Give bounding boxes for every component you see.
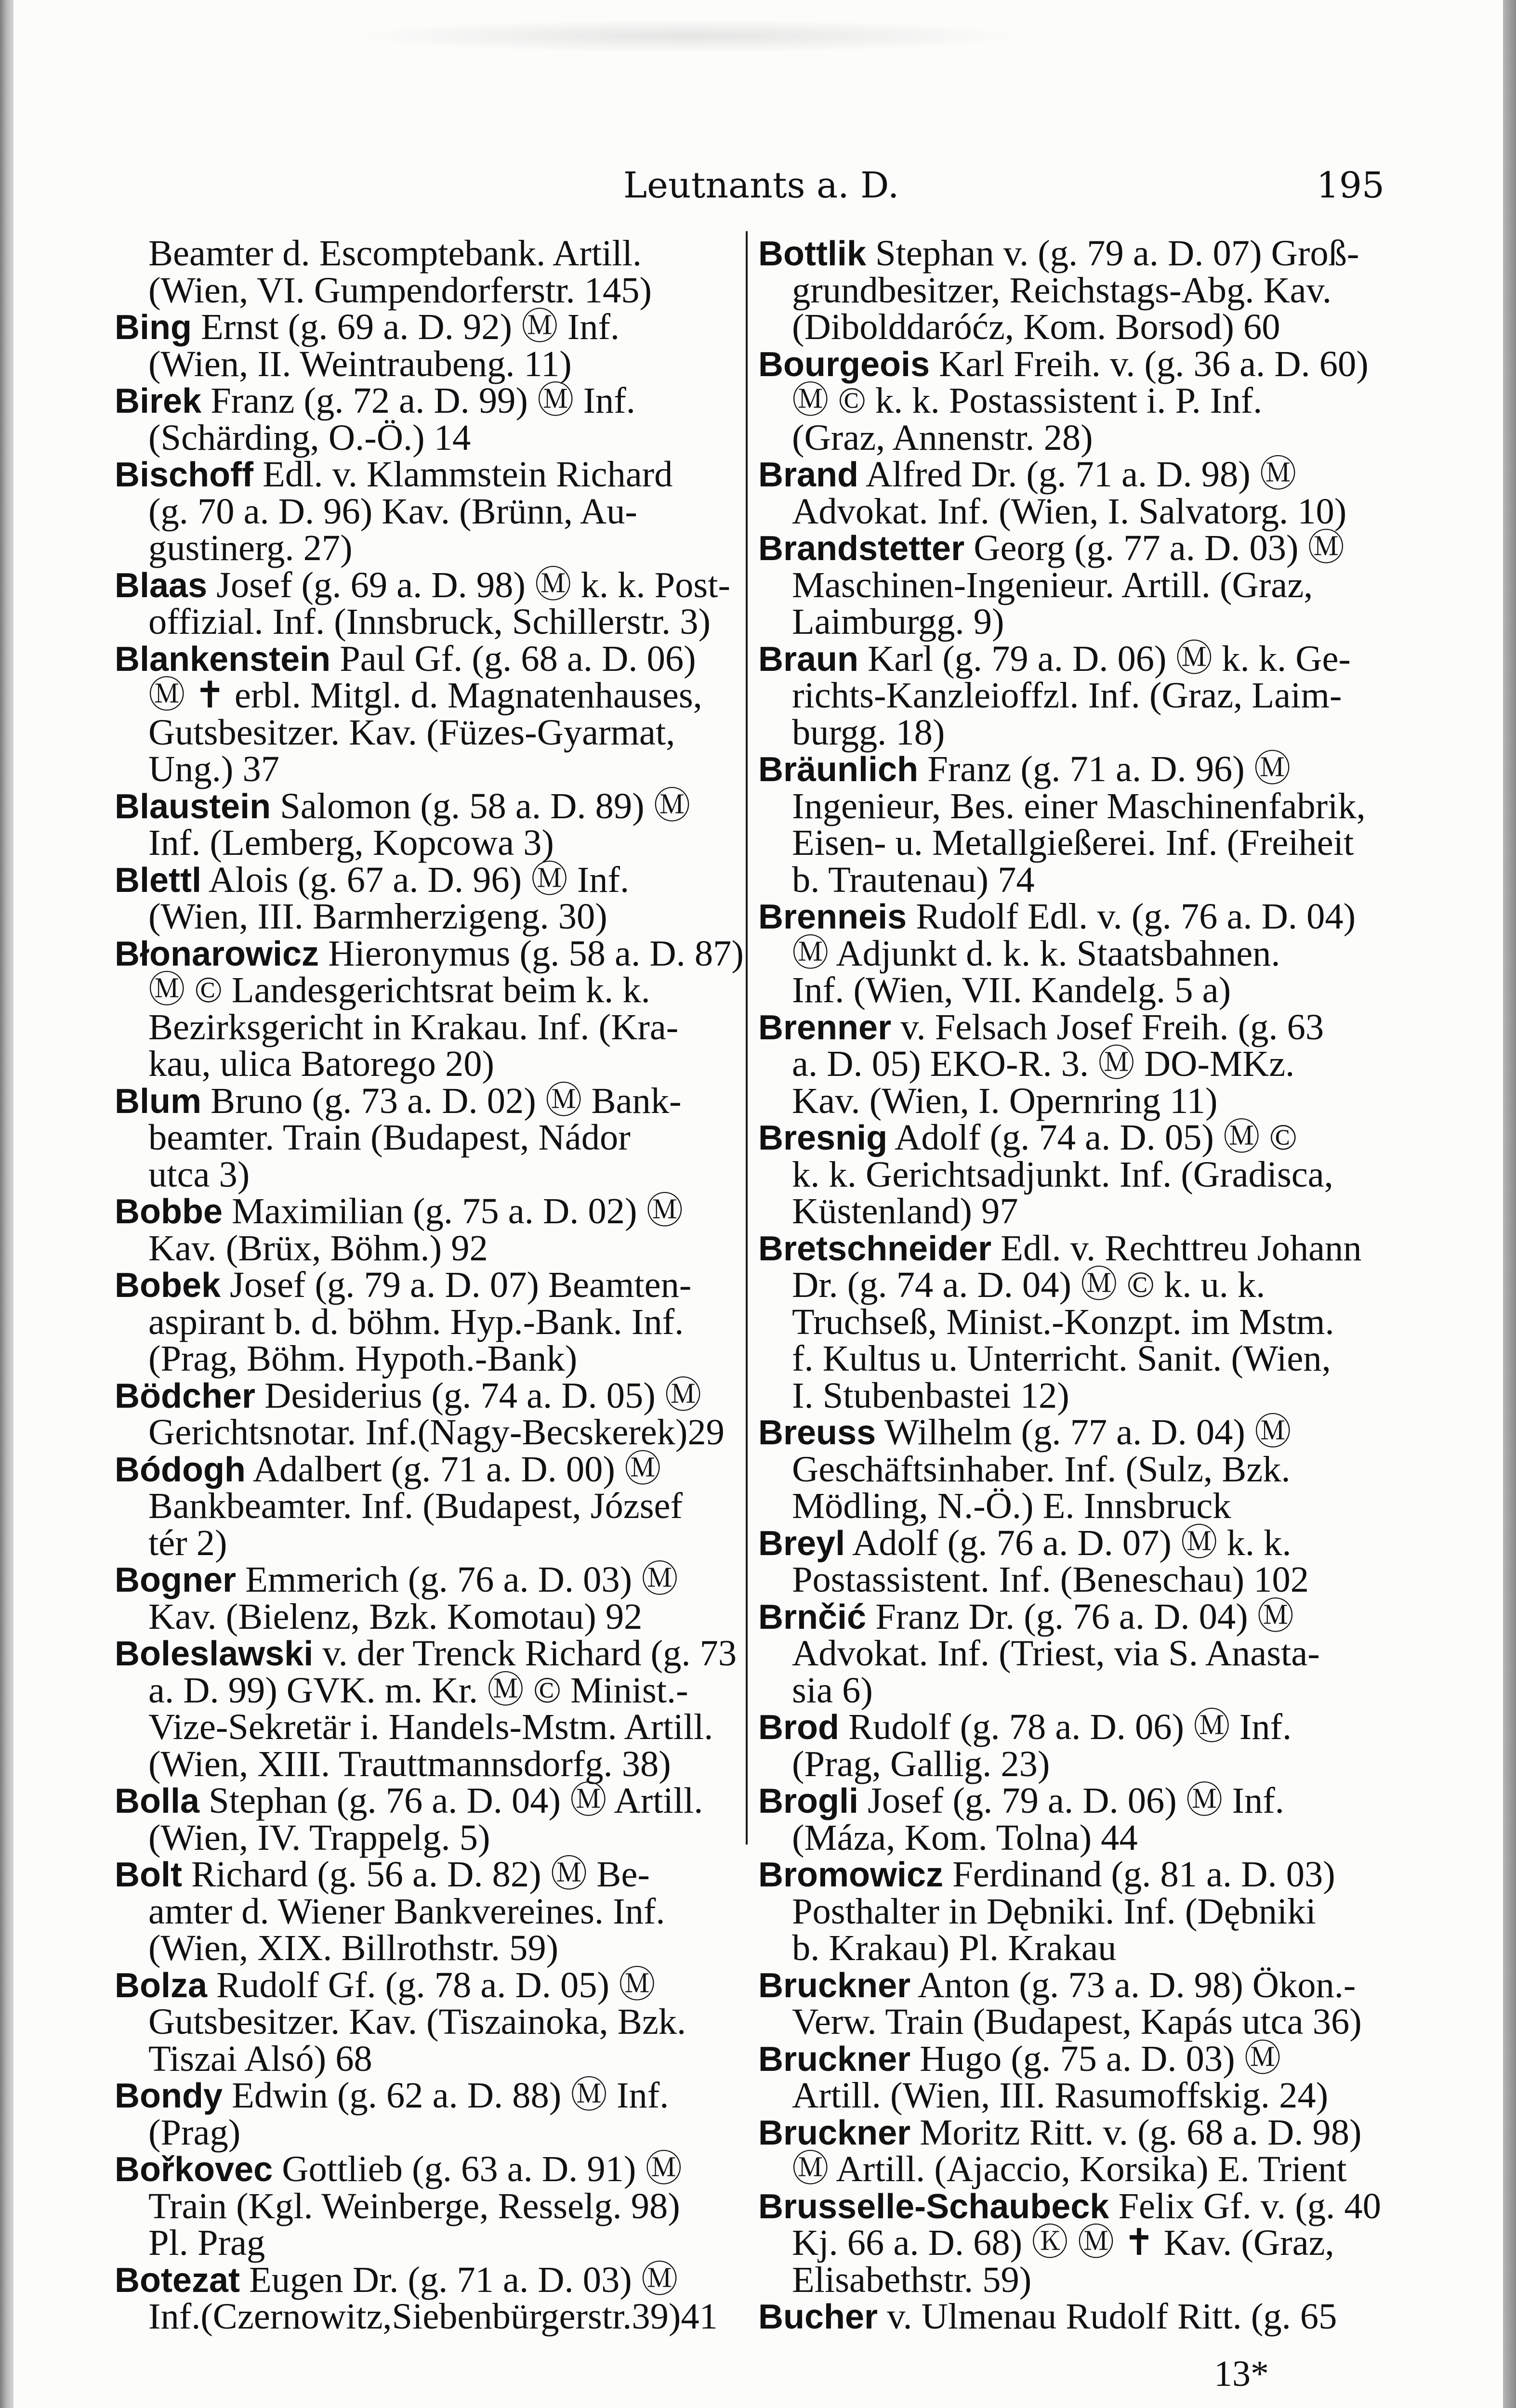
entry-text: v. Felsach Josef Freih. (g. 63	[891, 1006, 1324, 1047]
entry-line	[115, 2222, 737, 2263]
entry-text: (Prag, Gallig. 23)	[792, 1743, 1050, 1784]
entry-surname: Blankenstein	[115, 640, 331, 679]
entry-line	[758, 1301, 1381, 1342]
entry-text: Dr. (g. 74 a. D. 04) Ⓜ © k. u. k.	[792, 1264, 1266, 1305]
entry-surname: Blum	[115, 1082, 201, 1121]
entry-line	[115, 2003, 737, 2041]
entry-text: Gerichtsnotar. Inf.(Nagy-Becskerek)29	[148, 1412, 725, 1453]
entry-text: Postassistent. Inf. (Beneschau) 102	[792, 1559, 1309, 1600]
entry-line	[115, 1301, 737, 1342]
entry-line	[115, 1819, 737, 1857]
entry-line	[758, 1193, 1381, 1230]
entry-line	[758, 343, 1381, 384]
entry-text: Ⓜ Adjunkt d. k. k. Staatsbahnen.	[792, 932, 1280, 974]
entry-text: v. der Trenck Richard (g. 73	[313, 1633, 737, 1674]
entry-text: sia 6)	[792, 1669, 873, 1711]
entry-line	[115, 1043, 737, 1084]
entry-line	[758, 2077, 1381, 2114]
entry-text: Verw. Train (Budapest, Kapás utca 36)	[792, 2001, 1362, 2042]
entry-line	[115, 1598, 737, 1636]
entry-surname: Bretschneider	[758, 1229, 992, 1268]
entry-text: Kav. (Bielenz, Bzk. Komotau) 92	[148, 1596, 643, 1637]
entry-text: Mödling, N.-Ö.) E. Innsbruck	[792, 1485, 1231, 1526]
entry-text: Richard (g. 56 a. D. 82) Ⓜ Be-	[182, 1854, 650, 1895]
entry-text: Kav. (Brüx, Böhm.) 92	[148, 1227, 488, 1269]
entry-text: (Wien, XIII. Trauttmannsdorfg. 38)	[148, 1743, 671, 1784]
entry-line	[115, 527, 737, 568]
entry-text: Alfred Dr. (g. 71 a. D. 98) Ⓜ	[858, 454, 1297, 495]
entry-surname: Brusselle-Schaubeck	[758, 2187, 1109, 2226]
entry-surname: Bromowicz	[758, 1856, 944, 1894]
entry-text: Geschäftsinhaber. Inf. (Sulz, Bzk.	[792, 1448, 1291, 1490]
entry-text: Hieronymus (g. 58 a. D. 87)	[319, 932, 744, 974]
entry-text: b. Krakau) Pl. Krakau	[792, 1927, 1117, 1968]
entry-text: Ⓜ Artill. (Ajaccio, Korsika) E. Trient	[792, 2148, 1347, 2189]
entry-text: I. Stubenbastei 12)	[792, 1374, 1069, 1416]
entry-text: Elisabethstr. 59)	[792, 2259, 1032, 2300]
entry-text: grundbesitzer, Reichstags-Abg. Kav.	[792, 269, 1332, 311]
entry-line	[115, 2111, 737, 2153]
entry-line	[758, 2259, 1381, 2300]
entry-text: Advokat. Inf. (Wien, I. Salvatorg. 10)	[792, 490, 1347, 532]
entry-line	[115, 1340, 737, 1377]
entry-text: Franz Dr. (g. 76 a. D. 04) Ⓜ	[866, 1596, 1294, 1637]
entry-line	[115, 1635, 737, 1672]
entry-text: Ⓜ ✝ erbl. Mitgl. d. Magnatenhauses,	[148, 675, 702, 716]
entry-surname: Bräunlich	[758, 750, 919, 789]
entry-text: Truchseß, Minist.-Konzpt. im Mstm.	[792, 1301, 1334, 1342]
entry-surname: Blaas	[115, 566, 208, 605]
entry-text: (Dibolddaróćz, Kom. Borsod) 60	[792, 306, 1280, 347]
entry-surname: Bondy	[115, 2077, 223, 2115]
entry-line	[758, 269, 1381, 311]
entry-text: Ingenieur, Bes. einer Maschinenfabrik,	[792, 785, 1366, 826]
entry-surname: Breyl	[758, 1524, 845, 1563]
entry-text: Karl (g. 79 a. D. 06) Ⓜ k. k. Ge-	[858, 638, 1351, 679]
entry-line	[115, 898, 737, 935]
entry-surname: Bogner	[115, 1561, 236, 1599]
entry-line	[115, 2148, 737, 2189]
entry-line	[115, 1782, 737, 1819]
entry-text: (Wien, IV. Trappelg. 5)	[148, 1817, 490, 1858]
entry-line	[758, 419, 1381, 457]
entry-line	[115, 2185, 737, 2226]
entry-line	[115, 603, 737, 641]
entry-text: beamter. Train (Budapest, Nádor	[148, 1117, 631, 1158]
entry-text: (Máza, Kom. Tolna) 44	[792, 1817, 1138, 1858]
entry-line	[758, 969, 1381, 1010]
entry-line	[758, 2038, 1381, 2079]
entry-text: Josef (g. 79 a. D. 06) Ⓜ Inf.	[858, 1780, 1284, 1821]
entry-surname: Bottlik	[758, 235, 866, 273]
entry-text: f. Kultus u. Unterricht. Sanit. (Wien,	[792, 1338, 1331, 1379]
entry-text: Bankbeamter. Inf. (Budapest, József	[148, 1485, 683, 1526]
entry-text: Kav. (Wien, I. Opernring 11)	[792, 1080, 1218, 1121]
entry-text: Paul Gf. (g. 68 a. D. 06)	[330, 638, 696, 679]
entry-surname: Bucher	[758, 2298, 878, 2336]
entry-line	[758, 2298, 1381, 2335]
entry-line	[115, 343, 737, 384]
entry-text: Ung.) 37	[148, 748, 279, 789]
entry-line	[758, 603, 1381, 641]
entry-text: Gottlieb (g. 63 a. D. 91) Ⓜ	[273, 2148, 683, 2189]
entry-surname: Brenneis	[758, 898, 907, 936]
entry-text: Edl. v. Klammstein Richard	[253, 454, 673, 495]
entry-line	[115, 1706, 737, 1747]
entry-line	[115, 1153, 737, 1195]
entry-line	[758, 1119, 1381, 1156]
entry-text: Advokat. Inf. (Triest, via S. Anasta-	[792, 1633, 1320, 1674]
entry-text: v. Ulmenau Rudolf Ritt. (g. 65	[878, 2296, 1337, 2337]
entry-text: (Prag, Böhm. Hypoth.-Bank)	[148, 1338, 578, 1379]
entry-line	[115, 269, 737, 311]
entry-line	[115, 2298, 737, 2335]
entry-line	[758, 898, 1381, 935]
entry-text: (g. 70 a. D. 96) Kav. (Brünn, Au-	[148, 490, 637, 532]
entry-text: Josef (g. 69 a. D. 98) Ⓜ k. k. Post-	[207, 564, 730, 605]
entry-line	[115, 2077, 737, 2114]
entry-text: gustinerg. 27)	[148, 527, 353, 568]
entry-text: Train (Kgl. Weinberge, Resselg. 98)	[148, 2185, 680, 2226]
entry-line	[115, 969, 737, 1010]
entry-line	[115, 382, 737, 419]
entry-text: Ernst (g. 69 a. D. 92) Ⓜ Inf.	[191, 306, 620, 347]
entry-line	[758, 2003, 1381, 2041]
entry-line	[115, 1964, 737, 2005]
entry-line	[758, 1964, 1381, 2005]
entry-text: Maximilian (g. 75 a. D. 02) Ⓜ	[222, 1191, 684, 1231]
entry-line	[758, 1374, 1381, 1416]
column-divider	[746, 231, 748, 1845]
entry-surname: Bing	[115, 308, 192, 347]
entry-line	[115, 419, 737, 457]
entry-line	[758, 1598, 1381, 1636]
entry-surname: Brnčić	[758, 1597, 867, 1636]
entry-line	[758, 456, 1381, 493]
entry-line	[115, 638, 737, 679]
header-title: Leutnants a. D.	[623, 165, 899, 206]
entry-line	[115, 306, 737, 347]
entry-surname: Blaustein	[115, 787, 271, 826]
entry-text: Maschinen-Ingenieur. Artill. (Graz,	[792, 564, 1313, 605]
entry-surname: Bischoff	[115, 456, 253, 494]
entry-line	[115, 1414, 737, 1451]
page-number: 195	[1316, 165, 1384, 206]
entry-text: Karl Freih. v. (g. 36 a. D. 60)	[930, 343, 1369, 384]
entry-text: burgg. 18)	[792, 711, 945, 753]
signature-mark: 13*	[1214, 2354, 1269, 2394]
entry-line	[758, 564, 1381, 605]
entry-text: Stephan v. (g. 79 a. D. 07) Groß-	[866, 233, 1359, 274]
entry-text: Beamter d. Escomptebank. Artill.	[148, 233, 642, 274]
entry-text: Desiderius (g. 74 a. D. 05) Ⓜ	[255, 1374, 702, 1416]
entry-text: Ⓜ © Landesgerichtsrat beim k. k.	[148, 969, 650, 1010]
scan-smudge	[351, 19, 1025, 53]
entry-surname: Bödcher	[115, 1376, 256, 1415]
entry-line	[115, 785, 737, 826]
entry-line	[758, 638, 1381, 679]
entry-line	[758, 1340, 1381, 1377]
entry-text: Inf. (Lemberg, Kopcowa 3)	[148, 822, 554, 863]
entry-surname: Bruckner	[758, 2040, 911, 2079]
entry-text: Salomon (g. 58 a. D. 89) Ⓜ	[271, 785, 691, 826]
entry-line	[115, 711, 737, 753]
entry-line	[758, 1080, 1381, 1121]
entry-line	[115, 1927, 737, 1968]
entry-surname: Bourgeois	[758, 345, 930, 384]
entry-line	[115, 564, 737, 605]
entry-line	[115, 1448, 737, 1490]
entry-line	[115, 235, 737, 272]
entry-text: Josef (g. 79 a. D. 07) Beamten-	[221, 1264, 692, 1305]
entry-line	[758, 527, 1381, 568]
entry-line	[115, 1743, 737, 1784]
entry-line	[758, 1043, 1381, 1084]
entry-surname: Bolt	[115, 1856, 182, 1894]
entry-line	[115, 932, 744, 974]
entry-text: Posthalter in Dębniki. Inf. (Dębniki	[792, 1890, 1316, 1932]
entry-text: Adolf (g. 74 a. D. 05) Ⓜ ©	[887, 1117, 1297, 1158]
entry-surname: Bruckner	[758, 2113, 911, 2152]
entry-text: Franz (g. 71 a. D. 96) Ⓜ	[918, 748, 1291, 789]
entry-text: amter d. Wiener Bankvereines. Inf.	[148, 1890, 665, 1932]
entry-line	[115, 1890, 737, 1932]
entry-line	[758, 1669, 1381, 1711]
entry-text: Eisen- u. Metallgießerei. Inf. (Freiheit	[792, 822, 1354, 863]
entry-surname: Brenner	[758, 1008, 892, 1047]
entry-text: Rudolf (g. 78 a. D. 06) Ⓜ Inf.	[839, 1706, 1292, 1747]
entry-text: Gutsbesitzer. Kav. (Tiszainoka, Bzk.	[148, 2001, 686, 2042]
entry-line	[115, 677, 737, 714]
entry-text: utca 3)	[148, 1153, 250, 1195]
entry-surname: Bolla	[115, 1782, 200, 1820]
entry-surname: Bruckner	[758, 1966, 911, 2005]
entry-text: tér 2)	[148, 1522, 227, 1563]
entry-line	[115, 2038, 737, 2079]
entry-surname: Brand	[758, 456, 859, 494]
entry-text: Ferdinand (g. 81 a. D. 03)	[943, 1854, 1335, 1895]
entry-text: (Prag)	[148, 2111, 241, 2153]
entry-text: Bezirksgericht in Krakau. Inf. (Kra-	[148, 1006, 679, 1047]
entry-line	[758, 1153, 1381, 1195]
entry-line	[758, 1264, 1381, 1305]
entry-surname: Bořkovec	[115, 2150, 273, 2189]
entry-line	[758, 1856, 1381, 1893]
entry-line	[758, 859, 1381, 900]
entry-line	[115, 1485, 737, 1526]
entry-surname: Bobbe	[115, 1192, 223, 1231]
entry-line	[758, 932, 1381, 974]
entry-line	[758, 785, 1381, 826]
entry-surname: Brod	[758, 1708, 839, 1747]
entry-text: Ⓜ © k. k. Postassistent i. P. Inf.	[792, 380, 1263, 421]
entry-surname: Brogli	[758, 1782, 858, 1820]
entry-line	[115, 1522, 737, 1563]
entry-text: (Wien, VI. Gumpendorferstr. 145)	[148, 269, 652, 311]
entry-text: Georg (g. 77 a. D. 03) Ⓜ	[964, 527, 1345, 568]
entry-line	[758, 1006, 1381, 1047]
entry-surname: Brandstetter	[758, 529, 965, 568]
entry-line	[115, 456, 737, 493]
entry-line	[758, 490, 1381, 532]
entry-surname: Blettl	[115, 861, 201, 900]
entry-text: Küstenland) 97	[792, 1191, 1018, 1231]
entry-text: Wilhelm (g. 77 a. D. 04) Ⓜ	[876, 1412, 1292, 1453]
entry-text: Bruno (g. 73 a. D. 02) Ⓜ Bank-	[201, 1080, 682, 1121]
entry-line	[115, 490, 737, 532]
entry-line	[115, 1669, 737, 1711]
entry-line	[758, 235, 1381, 272]
entry-text: Edl. v. Rechttreu Johann	[991, 1227, 1362, 1269]
entry-line	[758, 1414, 1381, 1451]
entry-line	[758, 748, 1381, 789]
entry-text: a. D. 99) GVK. m. Kr. Ⓜ © Minist.-	[148, 1669, 688, 1711]
entry-line	[758, 1448, 1381, 1490]
entry-line	[758, 1485, 1381, 1526]
entry-text: Pl. Prag	[148, 2222, 265, 2263]
entry-surname: Bresnig	[758, 1119, 888, 1157]
entry-text: a. D. 05) EKO-R. 3. Ⓜ DO-MKz.	[792, 1043, 1295, 1084]
entry-text: aspirant b. d. böhm. Hyp.-Bank. Inf.	[148, 1301, 684, 1342]
entry-line	[758, 824, 1381, 862]
entry-text: Adolf (g. 76 a. D. 07) Ⓜ k. k.	[845, 1522, 1292, 1563]
entry-text: Stephan (g. 76 a. D. 04) Ⓜ Artill.	[199, 1780, 703, 1821]
entry-line	[115, 1080, 737, 1121]
entry-surname: Birek	[115, 382, 202, 420]
entry-line	[758, 1890, 1381, 1932]
entry-text: Tiszai Alsó) 68	[148, 2038, 372, 2079]
entry-text: b. Trautenau) 74	[792, 859, 1035, 900]
entry-text: Alois (g. 67 a. D. 96) Ⓜ Inf.	[201, 859, 630, 900]
entry-surname: Breuss	[758, 1413, 876, 1452]
entry-text: Kj. 66 a. D. 68) Ⓚ Ⓜ ✝ Kav. (Graz,	[792, 2222, 1334, 2263]
entry-text: (Wien, II. Weintraubeng. 11)	[148, 343, 572, 384]
entry-line	[758, 711, 1381, 753]
entry-text: Edwin (g. 62 a. D. 88) Ⓜ Inf.	[222, 2075, 669, 2116]
entry-surname: Boleslawski	[115, 1635, 314, 1673]
entry-text: Franz (g. 72 a. D. 99) Ⓜ Inf.	[201, 380, 635, 421]
entry-line	[758, 306, 1381, 347]
entry-text: (Graz, Annenstr. 28)	[792, 417, 1093, 458]
entry-line	[758, 1706, 1381, 1747]
entry-line	[115, 1856, 737, 1893]
entry-text: offizial. Inf. (Innsbruck, Schillerstr. 3)	[148, 601, 711, 642]
entry-text: Eugen Dr. (g. 71 a. D. 03) Ⓜ	[240, 2259, 678, 2300]
right-column	[758, 235, 1381, 2335]
entry-line	[758, 677, 1381, 714]
entry-line	[758, 382, 1381, 419]
entry-text: (Schärding, O.-Ö.) 14	[148, 417, 471, 458]
entry-line	[758, 2222, 1381, 2263]
entry-line	[115, 2259, 737, 2300]
entry-line	[115, 1374, 737, 1416]
entry-text: Artill. (Wien, III. Rasumoffskig. 24)	[792, 2075, 1329, 2116]
entry-line	[758, 1782, 1381, 1819]
entry-line	[758, 1561, 1381, 1598]
entry-text: Laimburgg. 9)	[792, 601, 1004, 642]
entry-surname: Błonarowicz	[115, 934, 319, 973]
entry-text: richts-Kanzleioffzl. Inf. (Graz, Laim-	[792, 675, 1342, 716]
entry-line	[115, 1119, 737, 1156]
entry-line	[758, 2185, 1381, 2226]
entry-line	[115, 824, 737, 862]
entry-text: Gutsbesitzer. Kav. (Füzes-Gyarmat,	[148, 711, 675, 753]
entry-line	[115, 1561, 737, 1598]
entry-text: k. k. Gerichtsadjunkt. Inf. (Gradisca,	[792, 1153, 1333, 1195]
entry-line	[758, 1743, 1381, 1784]
entry-surname: Bódogh	[115, 1450, 246, 1489]
entry-text: Felix Gf. v. (g. 40	[1109, 2185, 1381, 2226]
entry-line	[758, 2148, 1381, 2189]
entry-text: Emmerich (g. 76 a. D. 03) Ⓜ	[236, 1559, 678, 1600]
entry-text: Hugo (g. 75 a. D. 03) Ⓜ	[910, 2038, 1281, 2079]
entry-line	[758, 1522, 1381, 1563]
entry-line	[758, 1819, 1381, 1857]
entry-line	[758, 1927, 1381, 1968]
entry-line	[115, 748, 737, 789]
entry-line	[115, 1006, 737, 1047]
entry-surname: Braun	[758, 640, 859, 679]
entry-surname: Bobek	[115, 1266, 221, 1305]
entry-text: Vize-Sekretär i. Handels-Mstm. Artill.	[148, 1706, 713, 1747]
entry-text: (Wien, III. Barmherzigeng. 30)	[148, 896, 607, 937]
entry-text: (Wien, XIX. Billrothstr. 59)	[148, 1927, 559, 1968]
entry-text: kau, ulica Batorego 20)	[148, 1043, 495, 1084]
entry-text: Adalbert (g. 71 a. D. 00) Ⓜ	[245, 1448, 661, 1490]
entry-line	[115, 859, 737, 900]
entry-line	[758, 1227, 1381, 1269]
entry-line	[115, 1227, 737, 1269]
entry-line	[758, 2111, 1381, 2153]
entry-line	[758, 1635, 1381, 1672]
entry-surname: Bolza	[115, 1966, 208, 2005]
entry-line	[115, 1193, 737, 1230]
entry-text: Inf.(Czernowitz,Siebenbürgerstr.39)41	[148, 2296, 718, 2337]
entry-surname: Botezat	[115, 2261, 240, 2300]
entry-text: Rudolf Edl. v. (g. 76 a. D. 04)	[907, 896, 1356, 937]
running-header	[623, 165, 1384, 208]
entry-text: Moritz Ritt. v. (g. 68 a. D. 98)	[910, 2111, 1362, 2153]
left-column	[115, 233, 744, 2337]
entry-text: Anton (g. 73 a. D. 98) Ökon.-	[910, 1964, 1356, 2005]
entry-line	[115, 1264, 737, 1305]
entry-text: Inf. (Wien, VII. Kandelg. 5 a)	[792, 969, 1231, 1010]
entry-text: Rudolf Gf. (g. 78 a. D. 05) Ⓜ	[207, 1964, 656, 2005]
